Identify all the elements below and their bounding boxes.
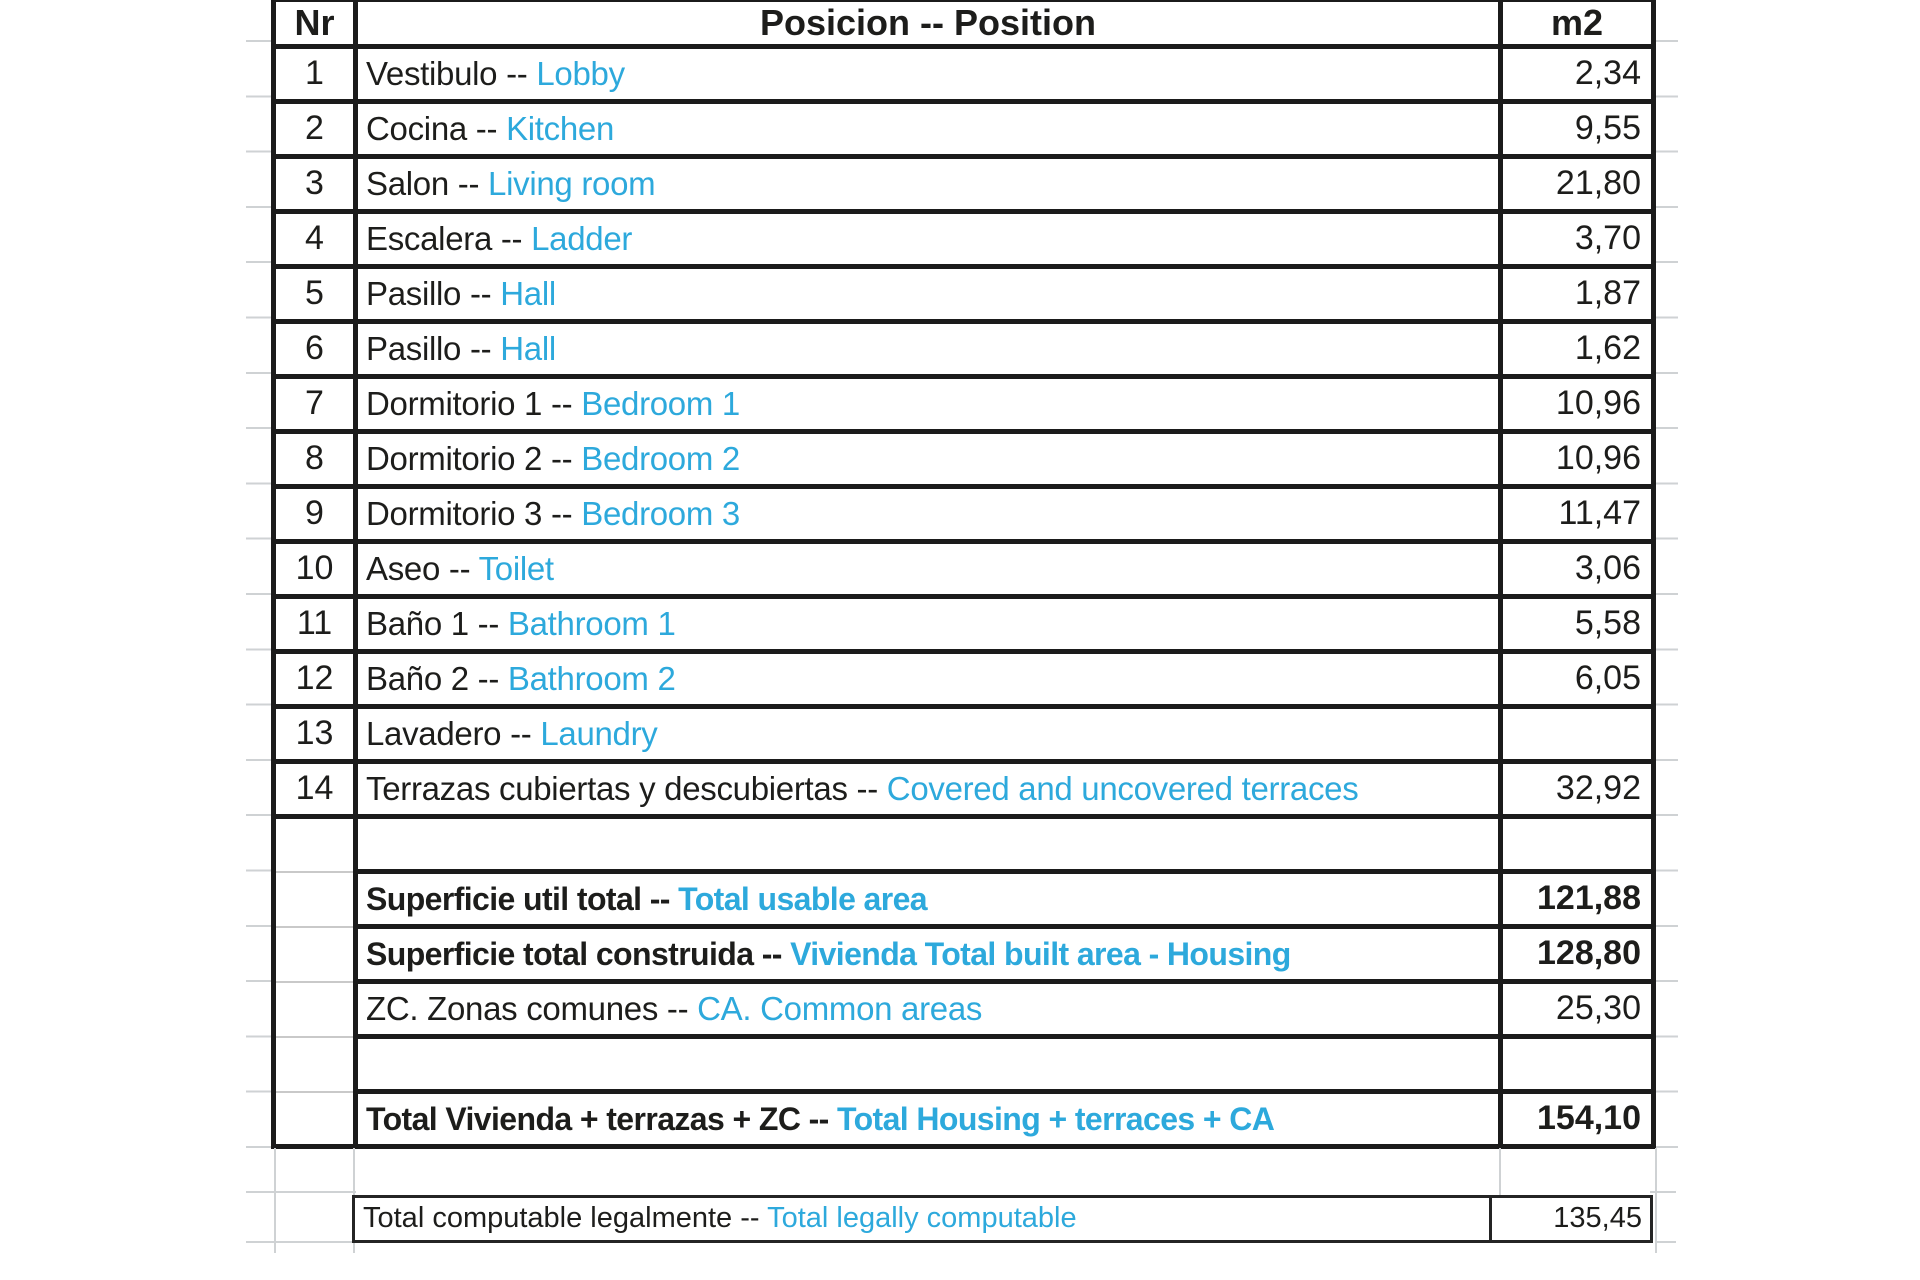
cell-position[interactable] xyxy=(356,927,1501,982)
gridline-v xyxy=(1499,1148,1501,1196)
col-header-m2[interactable]: m2 xyxy=(1501,0,1654,47)
cell-nr[interactable]: 8 xyxy=(274,432,356,487)
table-row xyxy=(274,542,1654,597)
cell-area[interactable]: 154,10 xyxy=(1501,1092,1654,1147)
room-name-es: Dormitorio 1 xyxy=(366,385,543,422)
cell-area[interactable]: 21,80 xyxy=(1501,157,1654,212)
cell-nr[interactable]: 11 xyxy=(274,597,356,652)
table-row xyxy=(274,707,1654,762)
cell-area[interactable] xyxy=(1501,707,1654,762)
room-name-en: Bathroom 1 xyxy=(507,605,676,642)
separator-dashes: -- xyxy=(753,936,791,972)
cell-area[interactable]: 10,96 xyxy=(1501,432,1654,487)
table-row xyxy=(274,487,1654,542)
room-name-es: Total Vivienda + terrazas + ZC xyxy=(366,1101,809,1137)
cell-position[interactable] xyxy=(356,1037,1501,1092)
room-name-es: Cocina xyxy=(366,110,467,147)
cell-nr[interactable]: 13 xyxy=(274,707,356,762)
room-name-es: Escalera xyxy=(366,220,492,257)
separator-dashes: -- xyxy=(732,1202,768,1234)
room-name-es: Dormitorio 2 xyxy=(366,440,543,477)
table-row xyxy=(274,762,1654,817)
cell-area[interactable] xyxy=(1501,1037,1654,1092)
cell-position[interactable] xyxy=(356,432,1501,487)
cell-nr[interactable]: 10 xyxy=(274,542,356,597)
cell-position[interactable] xyxy=(356,762,1501,817)
gridline-ticks-left xyxy=(246,40,272,1150)
gridline-h xyxy=(1655,1241,1676,1243)
cell-nr[interactable]: 4 xyxy=(274,212,356,267)
room-name-en: Total Housing + terraces + CA xyxy=(837,1101,1275,1137)
separator-dashes: -- xyxy=(542,385,582,422)
cell-nr[interactable]: 12 xyxy=(274,652,356,707)
cell-area[interactable]: 128,80 xyxy=(1501,927,1654,982)
room-name-es: Salon xyxy=(366,165,449,202)
room-name-es: Dormitorio 3 xyxy=(366,495,543,532)
separator-dashes: -- xyxy=(466,110,507,147)
gridline-v xyxy=(1655,1148,1657,1253)
cell-nr[interactable]: 5 xyxy=(274,267,356,322)
cell-area[interactable]: 11,47 xyxy=(1501,487,1654,542)
table-row xyxy=(274,817,1654,872)
cell-area[interactable]: 2,34 xyxy=(1501,47,1654,102)
room-name-en: Vivienda Total built area - Housing xyxy=(790,936,1291,972)
separator-dashes: -- xyxy=(461,330,501,367)
cell-position[interactable] xyxy=(356,322,1501,377)
table-row xyxy=(274,432,1654,487)
table-row xyxy=(274,652,1654,707)
room-name-es: Terrazas cubiertas y descubiertas xyxy=(366,770,848,807)
table-row xyxy=(274,927,1654,982)
cell-area[interactable]: 32,92 xyxy=(1501,762,1654,817)
cell-nr[interactable]: 6 xyxy=(274,322,356,377)
table-row xyxy=(274,212,1654,267)
table-row xyxy=(274,377,1654,432)
cell-area[interactable]: 10,96 xyxy=(1501,377,1654,432)
table-row xyxy=(274,102,1654,157)
col-header-position[interactable]: Posicion -- Position xyxy=(356,0,1501,47)
separator-dashes: -- xyxy=(847,770,887,807)
cell-position[interactable] xyxy=(356,652,1501,707)
room-name-es: Aseo xyxy=(366,550,441,587)
cell-nr[interactable] xyxy=(274,817,356,872)
cell-position[interactable] xyxy=(356,872,1501,927)
gridline-h xyxy=(246,1241,356,1243)
room-name-es: Superficie total construida xyxy=(366,936,754,972)
room-name-en: Laundry xyxy=(540,715,658,752)
cell-position[interactable] xyxy=(356,597,1501,652)
legal-total-cell[interactable] xyxy=(355,1198,1492,1240)
table-row xyxy=(274,47,1654,102)
cell-position[interactable] xyxy=(356,377,1501,432)
cell-position[interactable] xyxy=(356,982,1501,1037)
separator-dashes: -- xyxy=(808,1101,838,1137)
room-name-es: Superficie util total xyxy=(366,881,642,917)
cell-area[interactable]: 121,88 xyxy=(1501,872,1654,927)
separator-dashes: -- xyxy=(440,550,479,587)
room-name-es: Lavadero xyxy=(366,715,502,752)
cell-position[interactable] xyxy=(356,157,1501,212)
room-name-en: Hall xyxy=(500,330,556,367)
separator-dashes: -- xyxy=(468,605,508,642)
separator-dashes: -- xyxy=(468,660,508,697)
room-name-en: CA. Common areas xyxy=(697,990,983,1027)
room-name-es: Vestibulo xyxy=(366,55,498,92)
table-row xyxy=(274,267,1654,322)
cell-area[interactable]: 1,62 xyxy=(1501,322,1654,377)
cell-nr[interactable] xyxy=(274,982,356,1037)
separator-dashes: -- xyxy=(666,990,698,1027)
cell-nr[interactable]: 9 xyxy=(274,487,356,542)
cell-nr[interactable]: 7 xyxy=(274,377,356,432)
room-name-es: ZC. Zonas comunes xyxy=(366,990,667,1027)
cell-position[interactable] xyxy=(356,102,1501,157)
room-name-en: Bedroom 2 xyxy=(581,440,740,477)
room-name-es: Pasillo xyxy=(366,275,462,312)
cell-nr[interactable]: 2 xyxy=(274,102,356,157)
table-row xyxy=(274,982,1654,1037)
table-row xyxy=(274,872,1654,927)
table-row xyxy=(274,1037,1654,1092)
room-name-en: Bedroom 3 xyxy=(581,495,740,532)
room-name-en: Covered and uncovered terraces xyxy=(886,770,1359,807)
table-row xyxy=(274,157,1654,212)
room-name-es: Baño 2 xyxy=(366,660,469,697)
gridline-h xyxy=(1650,1191,1676,1193)
separator-dashes: -- xyxy=(492,220,532,257)
gridline-v xyxy=(274,1148,276,1253)
separator-dashes: -- xyxy=(641,881,679,917)
cell-position[interactable] xyxy=(356,47,1501,102)
room-name-en: Ladder xyxy=(531,220,633,257)
room-name-en: Hall xyxy=(500,275,556,312)
cell-position[interactable] xyxy=(356,542,1501,597)
room-name-es: Pasillo xyxy=(366,330,462,367)
cell-area[interactable]: 3,06 xyxy=(1501,542,1654,597)
table-row xyxy=(274,1092,1654,1147)
separator-dashes: -- xyxy=(461,275,501,312)
cell-area[interactable]: 1,87 xyxy=(1501,267,1654,322)
room-name-en: Living room xyxy=(488,165,656,202)
room-name-en: Bedroom 1 xyxy=(581,385,740,422)
cell-position[interactable] xyxy=(356,212,1501,267)
room-name-en: Bathroom 2 xyxy=(507,660,676,697)
cell-position[interactable] xyxy=(356,1092,1501,1147)
cell-position[interactable] xyxy=(356,487,1501,542)
gridline-h xyxy=(246,1191,356,1193)
cell-nr[interactable] xyxy=(274,872,356,927)
separator-dashes: -- xyxy=(497,55,537,92)
room-name-en: Kitchen xyxy=(506,110,615,147)
room-name-es: Baño 1 xyxy=(366,605,469,642)
separator-dashes: -- xyxy=(448,165,489,202)
cell-area[interactable]: 25,30 xyxy=(1501,982,1654,1037)
cell-nr[interactable]: 1 xyxy=(274,47,356,102)
room-name-en: Lobby xyxy=(536,55,625,92)
cell-nr[interactable] xyxy=(274,1037,356,1092)
cell-position[interactable] xyxy=(356,817,1501,872)
table-row xyxy=(274,597,1654,652)
legal-total-row xyxy=(352,1195,1653,1243)
table-row xyxy=(274,322,1654,377)
room-name-en: Total usable area xyxy=(678,881,928,917)
area-table xyxy=(271,0,1656,1149)
legal-total-en: Total legally computable xyxy=(767,1202,1077,1234)
col-header-nr[interactable]: Nr xyxy=(274,0,356,47)
cell-area[interactable]: 3,70 xyxy=(1501,212,1654,267)
legal-total-value-cell[interactable]: 135,45 xyxy=(1553,1202,1642,1234)
separator-dashes: -- xyxy=(542,495,582,532)
cell-position[interactable] xyxy=(356,267,1501,322)
area-table-body xyxy=(274,47,1654,1147)
room-name-en: Toilet xyxy=(478,550,554,587)
cell-nr[interactable]: 3 xyxy=(274,157,356,212)
cell-nr[interactable] xyxy=(274,927,356,982)
cell-position[interactable] xyxy=(356,707,1501,762)
cell-area[interactable]: 9,55 xyxy=(1501,102,1654,157)
separator-dashes: -- xyxy=(501,715,541,752)
legal-total-es: Total computable legalmente xyxy=(363,1202,733,1234)
cell-area[interactable]: 6,05 xyxy=(1501,652,1654,707)
cell-nr[interactable] xyxy=(274,1092,356,1147)
cell-area[interactable] xyxy=(1501,817,1654,872)
cell-nr[interactable]: 14 xyxy=(274,762,356,817)
header-row xyxy=(274,0,1654,47)
cell-area[interactable]: 5,58 xyxy=(1501,597,1654,652)
separator-dashes: -- xyxy=(542,440,582,477)
